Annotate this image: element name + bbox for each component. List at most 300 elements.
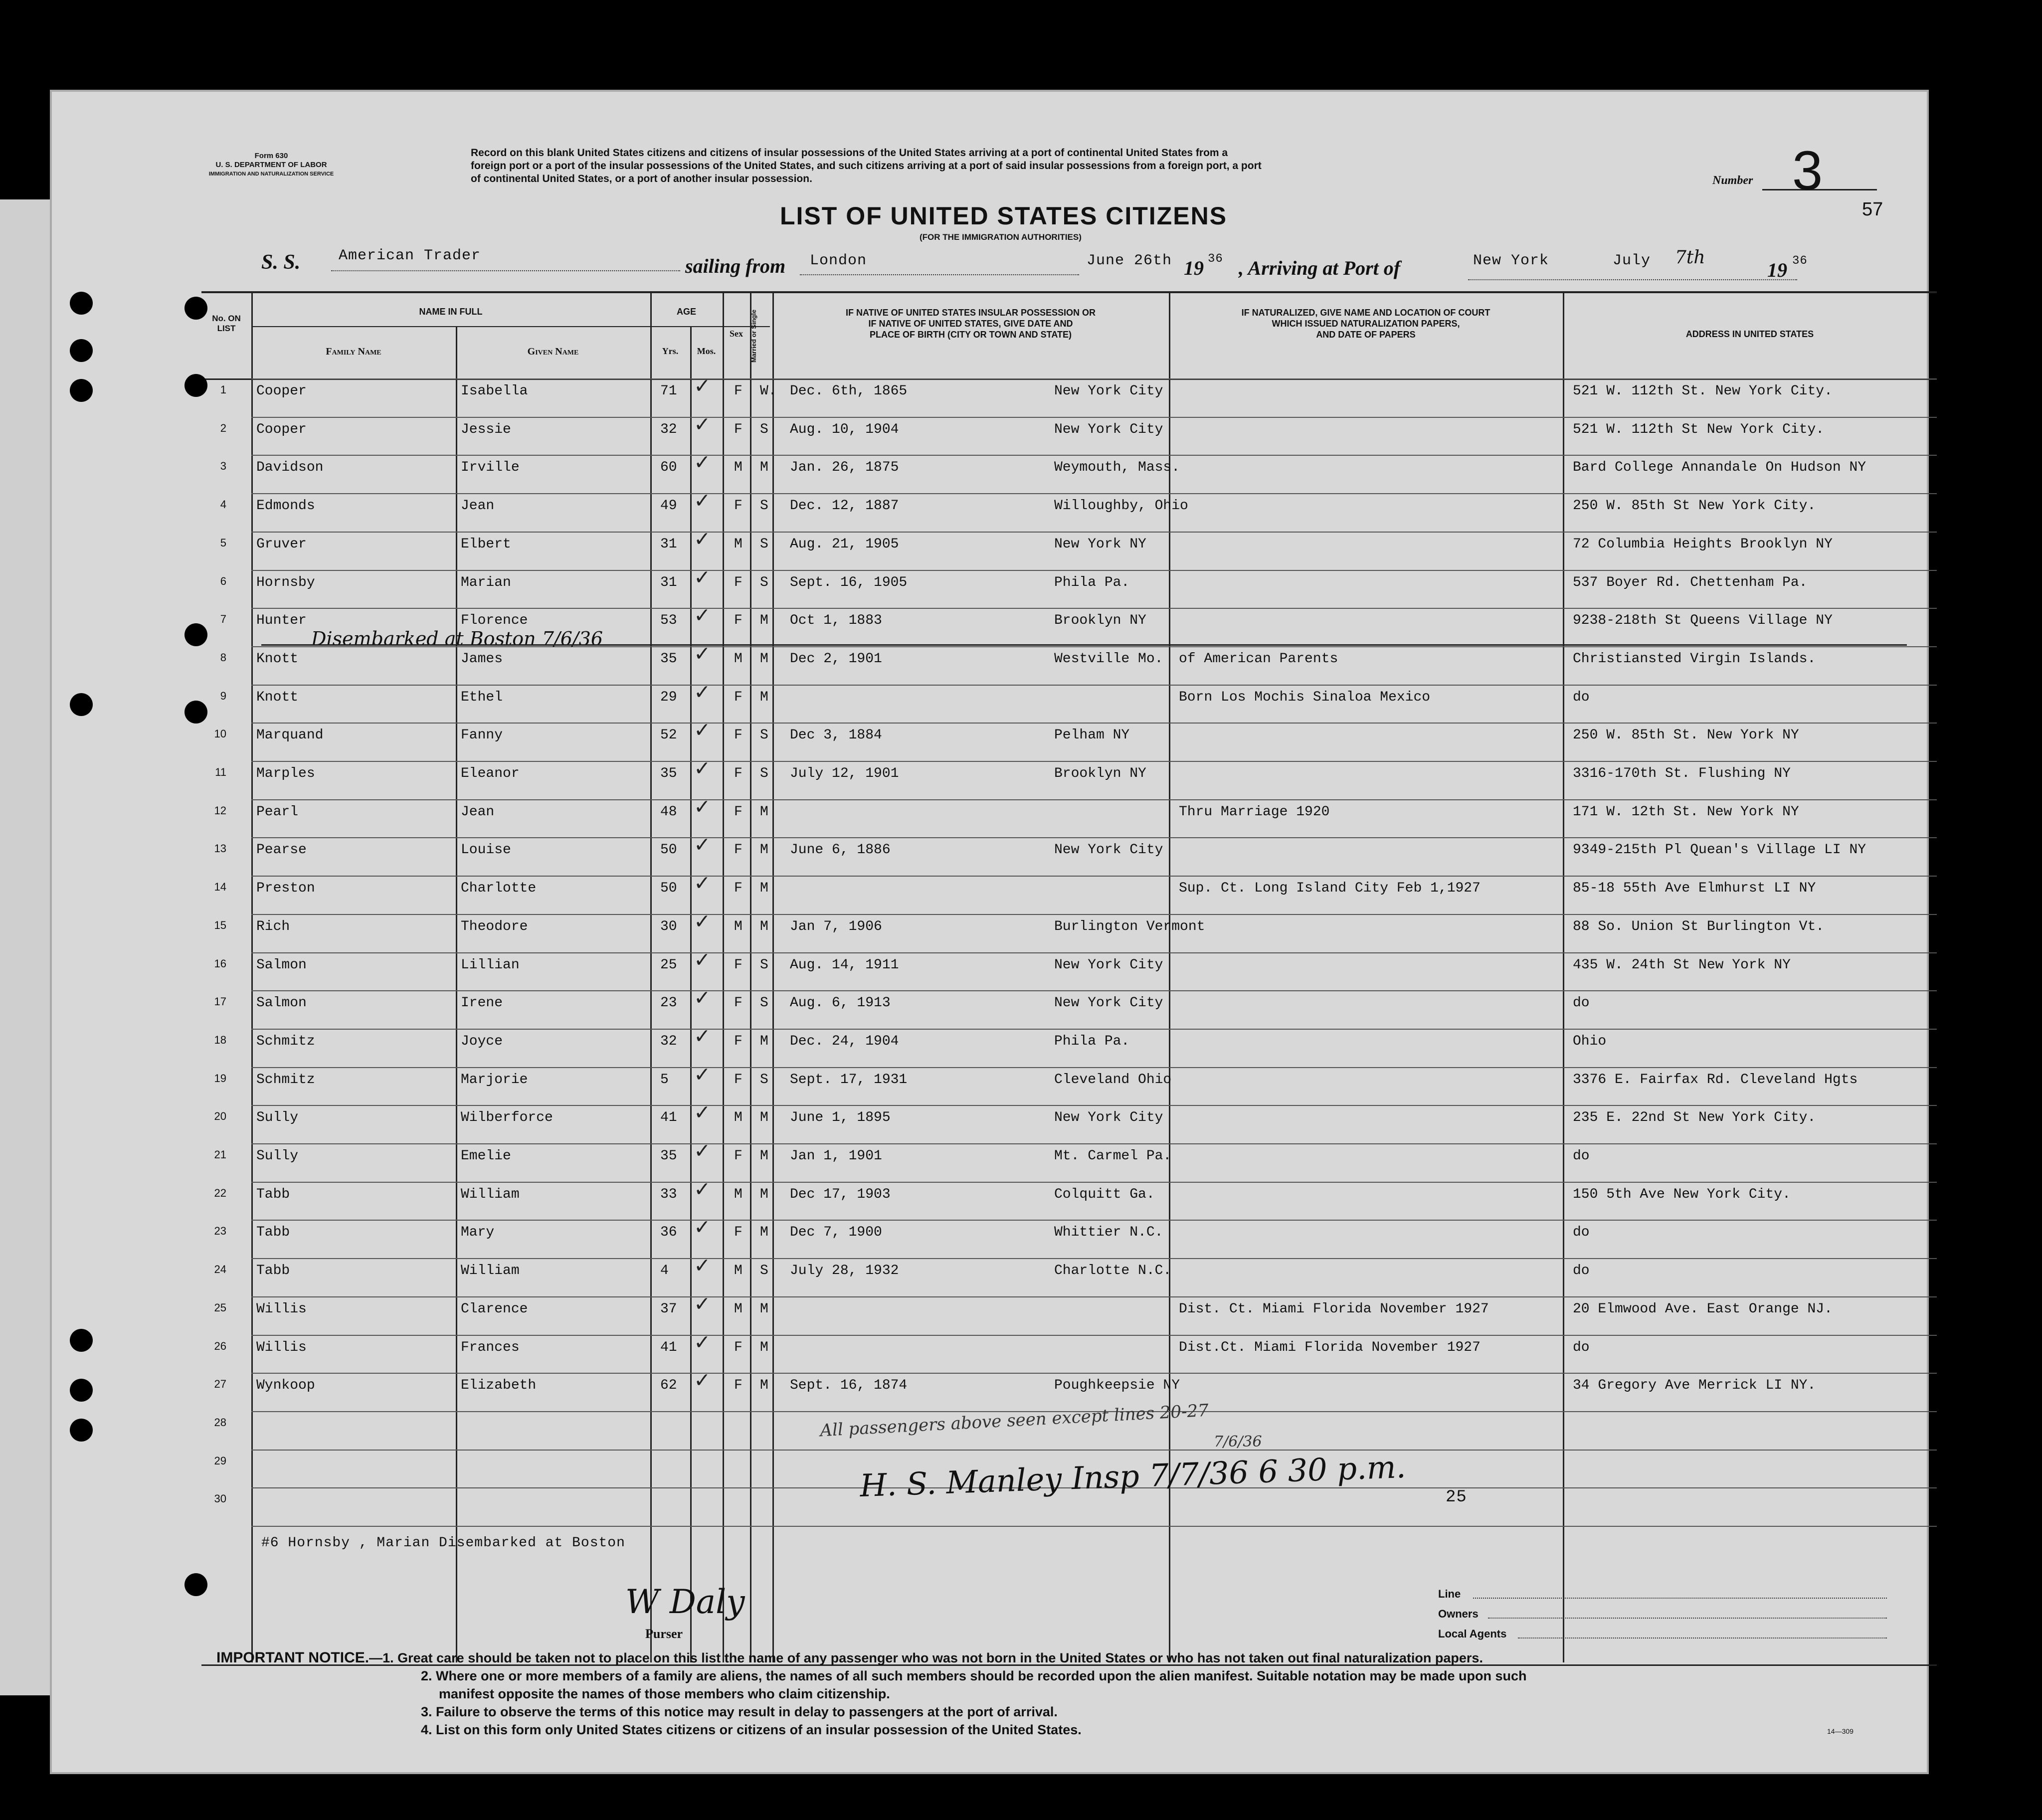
cell-age: 50 (660, 881, 677, 897)
check-mark-icon: ✓ (695, 756, 709, 782)
sailing-label: sailing from (685, 255, 786, 277)
cell-family: Salmon (256, 995, 307, 1011)
cell-birth-date: Jan. 26, 1875 (790, 460, 899, 476)
row-number: 11 (215, 766, 226, 778)
row-number: 6 (220, 574, 226, 587)
departure-port: London (810, 252, 867, 269)
check-mark-icon: ✓ (695, 412, 709, 438)
cell-family: Knott (256, 651, 299, 667)
punch-hole (185, 374, 207, 397)
cell-age: 53 (660, 613, 677, 629)
header-name-in-full: NAME IN FULL (419, 307, 483, 317)
cell-birth-place: Brooklyn NY (1054, 613, 1146, 629)
check-mark-icon: ✓ (695, 1062, 709, 1089)
header-naturalized-line: AND DATE OF PAPERS (1316, 330, 1416, 340)
arrival-day: 7th (1675, 247, 1705, 268)
cell-family: Marquand (256, 728, 324, 743)
header-naturalized (1171, 307, 1560, 340)
check-mark-icon: ✓ (695, 450, 709, 477)
cell-given: Joyce (461, 1033, 503, 1049)
cell-family: Davidson (256, 460, 324, 476)
cell-ms: S (760, 536, 768, 552)
check-mark-icon: ✓ (695, 1254, 709, 1280)
row-number: 20 (214, 1110, 226, 1123)
cell-naturalized: Born Los Mochis Sinaloa Mexico (1179, 689, 1431, 705)
cell-family: Knott (256, 689, 299, 705)
punch-hole (185, 701, 207, 724)
cell-sex: F (734, 498, 743, 514)
line-underline (1473, 1598, 1887, 1599)
cell-family: Sully (256, 1148, 299, 1164)
cell-birth-date: July 28, 1932 (790, 1263, 899, 1279)
service-name: IMMIGRATION AND NATURALIZATION SERVICE (208, 171, 334, 177)
cell-family: Schmitz (256, 1072, 315, 1088)
row-number: 14 (214, 881, 226, 894)
instruction-line: foreign port or a port of the insular possessions of the United States, and such citizens arriving at a port of said insular possessions from a foreign port, a port (471, 160, 1262, 172)
cell-given: Elizabeth (461, 1378, 537, 1394)
cell-given: Jean (461, 804, 495, 820)
header-given-name: Given Name (527, 346, 579, 357)
cell-given: James (461, 651, 503, 667)
check-mark-icon: ✓ (695, 603, 709, 630)
header-birth (775, 307, 1166, 340)
cell-family: Cooper (256, 421, 307, 437)
cell-address: do (1573, 995, 1590, 1011)
cell-ms: S (760, 421, 768, 437)
table-row (214, 827, 1927, 866)
row-number: 2 (220, 421, 226, 434)
cell-birth-place: Charlotte N.C. (1054, 1263, 1172, 1279)
cell-address: 34 Gregory Ave Merrick LI NY. (1573, 1378, 1816, 1394)
punch-hole (70, 292, 93, 315)
instruction-line: of continental United States, or a port of another insular possession. (471, 173, 812, 184)
punch-hole (70, 1419, 93, 1442)
row-number: 21 (214, 1148, 226, 1161)
cell-given: Elbert (461, 536, 511, 552)
line-label: Line (1438, 1588, 1461, 1600)
cell-address: 250 W. 85th St New York City. (1573, 498, 1816, 514)
cell-age: 23 (660, 995, 677, 1011)
cell-address: 3376 E. Fairfax Rd. Cleveland Hgts (1573, 1072, 1858, 1088)
cell-family: Schmitz (256, 1033, 315, 1049)
cell-ms: M (760, 689, 768, 705)
check-mark-icon: ✓ (695, 1100, 709, 1127)
cell-ms: M (760, 1110, 768, 1126)
table-row (220, 407, 1927, 446)
cell-address: do (1573, 1263, 1590, 1279)
cell-address: do (1573, 1148, 1590, 1164)
punch-hole (70, 1329, 93, 1352)
row-number: 10 (214, 728, 226, 740)
table-row (214, 1286, 1927, 1325)
header-naturalized-line: IF NATURALIZED, GIVE NAME AND LOCATION OF COURT (1241, 308, 1490, 318)
check-mark-icon: ✓ (695, 374, 709, 400)
cell-given: Florence (461, 613, 528, 629)
row-number: 18 (214, 1033, 226, 1046)
passenger-count: 25 (1446, 1488, 1467, 1507)
cell-ms: S (760, 728, 768, 743)
cell-age: 62 (660, 1378, 677, 1394)
header-no-on-list: No. ON LIST (212, 314, 241, 333)
cell-address: 235 E. 22nd St New York City. (1573, 1110, 1816, 1126)
number-label: Number (1712, 174, 1753, 187)
cell-age: 30 (660, 918, 677, 934)
cell-birth-place: Whittier N.C. (1054, 1225, 1163, 1241)
cell-given: Frances (461, 1339, 520, 1355)
cell-birth-date: Sept. 16, 1874 (790, 1378, 908, 1394)
row-number: 4 (220, 498, 226, 511)
cell-given: William (461, 1263, 520, 1279)
cell-ms: M (760, 1378, 768, 1394)
owners-underline (1488, 1618, 1887, 1619)
cell-sex: F (734, 689, 743, 705)
cell-birth-date: June 1, 1895 (790, 1110, 891, 1126)
cell-age: 48 (660, 804, 677, 820)
cell-address: 85-18 55th Ave Elmhurst LI NY (1573, 881, 1816, 897)
arrival-port: New York (1473, 252, 1549, 269)
header-age: AGE (676, 307, 696, 317)
cell-birth-date: Aug. 10, 1904 (790, 421, 899, 437)
cell-sex: F (734, 1225, 743, 1241)
cell-birth-place: Mt. Carmel Pa. (1054, 1148, 1172, 1164)
row-number: 3 (220, 460, 226, 473)
footnote: #6 Hornsby , Marian Disembarked at Boston (261, 1535, 625, 1551)
table-row (220, 522, 1927, 560)
sheet-number: 3 (1792, 140, 1823, 201)
row-number: 30 (214, 1492, 226, 1505)
cell-ms: M (760, 1148, 768, 1164)
cell-family: Marples (256, 766, 315, 781)
check-mark-icon: ✓ (695, 527, 709, 553)
cell-given: Isabella (461, 383, 528, 399)
cell-sex: F (734, 1033, 743, 1049)
purser-signature: W Daly (625, 1583, 745, 1621)
header-address: ADDRESS IN UNITED STATES (1685, 329, 1814, 339)
important-notice (216, 1649, 1483, 1667)
departure-underline (800, 274, 1079, 275)
check-mark-icon: ✓ (695, 794, 709, 821)
cell-given: Jessie (461, 421, 511, 437)
check-mark-icon: ✓ (695, 871, 709, 898)
cell-given: Clarence (461, 1301, 528, 1317)
row-number: 16 (214, 957, 226, 970)
cell-birth-date: Sept. 16, 1905 (790, 574, 908, 590)
check-mark-icon: ✓ (695, 680, 709, 706)
table-row (215, 751, 1927, 790)
cell-address: 72 Columbia Heights Brooklyn NY (1573, 536, 1833, 552)
row-number: 27 (214, 1378, 226, 1391)
cell-address: Ohio (1573, 1033, 1607, 1049)
instruction-line: Record on this blank United States citizens and citizens of insular possessions of the United States arriving at a port of continental United States from a (471, 147, 1228, 159)
table-row (214, 1133, 1927, 1172)
row-number: 15 (214, 918, 226, 931)
ss-label: S. S. (261, 251, 301, 274)
cell-sex: M (734, 1186, 743, 1202)
cell-birth-place: New York City (1054, 957, 1163, 973)
cell-birth-place: Cleveland Ohio (1054, 1072, 1172, 1088)
row-number: 19 (214, 1072, 226, 1085)
cell-ms: S (760, 574, 768, 590)
check-mark-icon: ✓ (695, 565, 709, 591)
check-mark-icon: ✓ (695, 1139, 709, 1165)
table-row (214, 1057, 1927, 1096)
cell-address: do (1573, 689, 1590, 705)
punch-hole (70, 1379, 93, 1402)
cell-address: 435 W. 24th St New York NY (1573, 957, 1791, 973)
cell-sex: M (734, 1263, 743, 1279)
cell-age: 41 (660, 1339, 677, 1355)
cell-age: 33 (660, 1186, 677, 1202)
cell-birth-date: Aug. 14, 1911 (790, 957, 899, 973)
header-family-name: Family Name (326, 346, 381, 357)
header-months: Mos. (697, 346, 716, 356)
row-number: 8 (220, 651, 226, 664)
check-mark-icon: ✓ (695, 947, 709, 974)
cell-given: Theodore (461, 918, 528, 934)
check-mark-icon: ✓ (695, 986, 709, 1012)
row-number: 5 (220, 536, 226, 549)
sail-date: June 26th (1087, 252, 1172, 269)
cell-birth-date: Dec 17, 1903 (790, 1186, 891, 1202)
cell-sex: F (734, 1378, 743, 1394)
ship-name: American Trader (339, 247, 481, 264)
arrival-month: July (1613, 252, 1651, 269)
check-mark-icon: ✓ (695, 1291, 709, 1318)
cell-age: 71 (660, 383, 677, 399)
cell-birth-place: Phila Pa. (1054, 1033, 1130, 1049)
cell-family: Sully (256, 1110, 299, 1126)
cell-birth-date: Jan 7, 1906 (790, 918, 882, 934)
row-number: 12 (214, 804, 226, 817)
cell-address: 537 Boyer Rd. Chettenham Pa. (1573, 574, 1808, 590)
inspector-note-date: 7/6/36 (1214, 1433, 1262, 1451)
row-number: 29 (214, 1454, 226, 1467)
cell-family: Rich (256, 918, 290, 934)
table-row (214, 1172, 1927, 1211)
cell-birth-place: New York City (1054, 1110, 1163, 1126)
inspector-signature: H. S. Manley Insp 7/7/36 6 30 p.m. (859, 1448, 1407, 1504)
table-row (214, 942, 1927, 981)
arrival-year: 36 (1792, 254, 1808, 268)
table-row (220, 483, 1927, 522)
cell-address: Bard College Annandale On Hudson NY (1573, 460, 1866, 476)
cell-age: 49 (660, 498, 677, 514)
cell-address: do (1573, 1339, 1590, 1355)
cell-family: Gruver (256, 536, 307, 552)
cell-ms: M (760, 1301, 768, 1317)
cell-birth-place: Willoughby, Ohio (1054, 498, 1188, 514)
cell-age: 35 (660, 651, 677, 667)
row-number: 1 (220, 383, 226, 396)
cell-sex: M (734, 460, 743, 476)
cell-birth-date: June 6, 1886 (790, 842, 891, 858)
form-number: Form 630 (254, 152, 288, 160)
cell-address: 521 W. 112th St New York City. (1573, 421, 1825, 437)
cell-birth-date: Dec. 6th, 1865 (790, 383, 908, 399)
cell-ms: M (760, 1225, 768, 1241)
cell-birth-place: New York City (1054, 995, 1163, 1011)
cell-ms: M (760, 842, 768, 858)
cell-address: 521 W. 112th St. New York City. (1573, 383, 1833, 399)
cell-age: 25 (660, 957, 677, 973)
cell-naturalized: of American Parents (1179, 651, 1338, 667)
cell-age: 32 (660, 1033, 677, 1049)
cell-ms: S (760, 766, 768, 781)
table-row (214, 789, 1927, 828)
header-birth-line: PLACE OF BIRTH (CITY OR TOWN AND STATE) (870, 330, 1072, 340)
form-instructions (471, 147, 1262, 185)
cell-given: Ethel (461, 689, 503, 705)
cell-birth-date: Dec. 12, 1887 (790, 498, 899, 514)
cell-age: 50 (660, 842, 677, 858)
cell-family: Willis (256, 1339, 307, 1355)
cell-age: 41 (660, 1110, 677, 1126)
table-row (214, 980, 1927, 1019)
cell-sex: F (734, 383, 743, 399)
cell-sex: F (734, 421, 743, 437)
table-row (214, 904, 1927, 943)
cell-sex: F (734, 1339, 743, 1355)
check-mark-icon: ✓ (695, 1215, 709, 1242)
cell-sex: M (734, 536, 743, 552)
cell-address: 9238-218th St Queens Village NY (1573, 613, 1833, 629)
punch-hole (185, 1573, 207, 1596)
disembarked-annotation: Disembarked at Boston 7/6/36 (311, 628, 603, 650)
cell-given: Marian (461, 574, 511, 590)
cell-age: 4 (660, 1263, 669, 1279)
cell-age: 32 (660, 421, 677, 437)
punch-hole (185, 623, 207, 646)
check-mark-icon: ✓ (695, 489, 709, 515)
check-mark-icon: ✓ (695, 1177, 709, 1203)
owners-label: Owners (1438, 1608, 1479, 1620)
table-row (220, 445, 1927, 484)
cell-age: 35 (660, 1148, 677, 1164)
cell-family: Cooper (256, 383, 307, 399)
name-age-subrule (251, 326, 770, 327)
cell-given: Jean (461, 498, 495, 514)
sail-year: 36 (1208, 252, 1223, 266)
cell-birth-date: Oct 1, 1883 (790, 613, 882, 629)
cell-family: Tabb (256, 1263, 290, 1279)
cell-given: Mary (461, 1225, 495, 1241)
inspector-note: All passengers above seen except lines 20-27 (819, 1400, 1209, 1441)
cell-family: Hunter (256, 613, 307, 629)
ship-underline (331, 270, 680, 271)
cell-address: Christiansted Virgin Islands. (1573, 651, 1816, 667)
cell-birth-date: Dec 7, 1900 (790, 1225, 882, 1241)
cell-family: Pearse (256, 842, 307, 858)
print-code: 14—309 (1827, 1727, 1854, 1735)
cell-ms: M (760, 1339, 768, 1355)
cell-sex: M (734, 918, 743, 934)
arriving-label: , Arriving at Port of (1239, 257, 1401, 279)
cell-given: Eleanor (461, 766, 520, 781)
cell-ms: M (760, 918, 768, 934)
table-row (214, 713, 1927, 751)
cell-birth-place: Poughkeepsie NY (1054, 1378, 1180, 1394)
row-rule (251, 1526, 1937, 1527)
cell-ms: S (760, 1263, 768, 1279)
cell-sex: M (734, 651, 743, 667)
row-number: 25 (214, 1301, 226, 1314)
row-number: 17 (214, 995, 226, 1008)
punch-hole (70, 379, 93, 402)
row-6-strikethrough (261, 644, 1907, 646)
arrival-underline (1468, 279, 1797, 280)
punch-hole (70, 693, 93, 716)
cell-family: Wynkoop (256, 1378, 315, 1394)
cell-age: 29 (660, 689, 677, 705)
cell-naturalized: Dist.Ct. Miami Florida November 1927 (1179, 1339, 1481, 1355)
cell-birth-place: Burlington Vermont (1054, 918, 1205, 934)
row-number: 26 (214, 1339, 226, 1352)
table-row (214, 1095, 1927, 1134)
cell-birth-place: Pelham NY (1054, 728, 1130, 743)
manifest-sheet (50, 90, 1929, 1774)
cell-birth-date: Aug. 6, 1913 (790, 995, 891, 1011)
notice-item: —1. Great care should be taken not to place on this list the name of any passenger who was not born in the United States or who has not taken out final naturalization papers. (369, 1650, 1483, 1665)
cell-ms: M (760, 1186, 768, 1202)
cell-address: 171 W. 12th St. New York NY (1573, 804, 1799, 820)
cell-sex: F (734, 1072, 743, 1088)
cell-age: 37 (660, 1301, 677, 1317)
table-row (214, 1019, 1927, 1058)
cell-sex: F (734, 766, 743, 781)
table-row (220, 560, 1927, 599)
cell-given: Louise (461, 842, 511, 858)
cell-address: do (1573, 1225, 1590, 1241)
cell-birth-place: New York City (1054, 383, 1163, 399)
cell-birth-date: Dec. 24, 1904 (790, 1033, 899, 1049)
cell-given: Marjorie (461, 1072, 528, 1088)
row-number: 7 (220, 613, 226, 626)
cell-naturalized: Dist. Ct. Miami Florida November 1927 (1179, 1301, 1489, 1317)
cell-birth-date: Dec 3, 1884 (790, 728, 882, 743)
cell-address: 250 W. 85th St. New York NY (1573, 728, 1799, 743)
arrival-year-prefix: 19 (1767, 259, 1787, 281)
table-row (220, 675, 1927, 714)
cell-family: Pearl (256, 804, 299, 820)
row-number: 23 (214, 1225, 226, 1238)
cell-birth-place: New York City (1054, 421, 1163, 437)
table-row (214, 1325, 1927, 1364)
page-title: LIST OF UNITED STATES CITIZENS (780, 202, 1228, 230)
cell-address: 88 So. Union St Burlington Vt. (1573, 918, 1825, 934)
cell-family: Willis (256, 1301, 307, 1317)
cell-age: 52 (660, 728, 677, 743)
cell-ms: S (760, 957, 768, 973)
cell-ms: W. (760, 383, 777, 399)
agents-label: Local Agents (1438, 1628, 1507, 1640)
notice-item: 4. List on this form only United States citizens or citizens of an insular possession of the United States. (421, 1722, 1082, 1737)
page-subtitle: (FOR THE IMMIGRATION AUTHORITIES) (920, 232, 1082, 242)
form-identifier (196, 152, 346, 179)
cell-naturalized: Sup. Ct. Long Island City Feb 1,1927 (1179, 881, 1481, 897)
cell-family: Hornsby (256, 574, 315, 590)
cell-sex: M (734, 1301, 743, 1317)
cell-sex: M (734, 1110, 743, 1126)
cell-family: Salmon (256, 957, 307, 973)
department-name: U. S. DEPARTMENT OF LABOR (215, 161, 327, 169)
header-birth-line: IF NATIVE OF UNITED STATES, GIVE DATE AND (868, 319, 1073, 329)
cell-sex: F (734, 995, 743, 1011)
cell-ms: S (760, 498, 768, 514)
table-row (214, 1248, 1927, 1287)
check-mark-icon: ✓ (695, 718, 709, 744)
cell-birth-place: Phila Pa. (1054, 574, 1130, 590)
cell-ms: M (760, 1033, 768, 1049)
